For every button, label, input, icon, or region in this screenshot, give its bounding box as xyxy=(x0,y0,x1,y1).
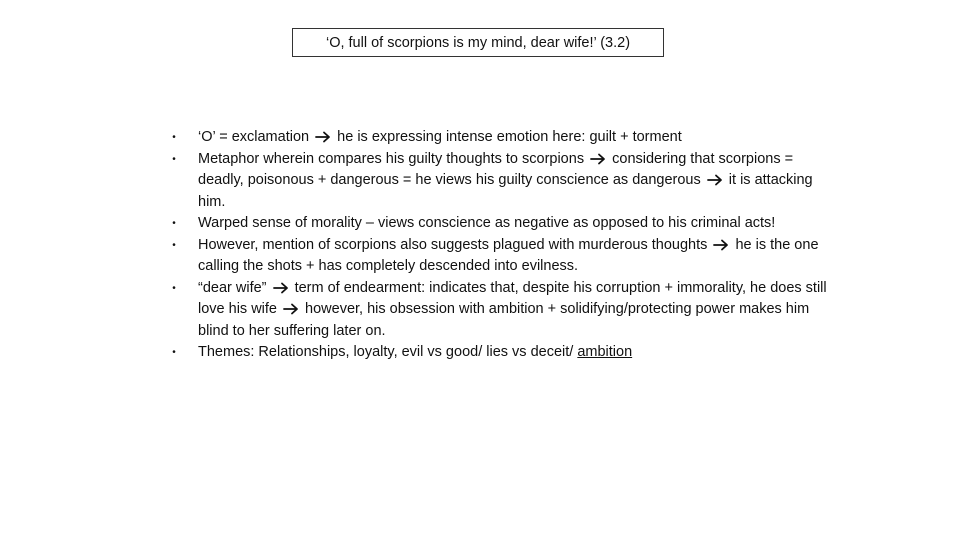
bullet-item xyxy=(168,127,828,149)
bullet-item xyxy=(168,213,828,235)
bullet-text: Metaphor wherein compares his guilty thoughts to scorpions xyxy=(198,150,585,167)
bullet-text: “dear wife” xyxy=(198,279,267,296)
bullet-dot: • xyxy=(172,282,176,294)
bullet-text: However, mention of scorpions also suggests plagued with murderous thoughts xyxy=(198,236,708,253)
bullet-text: Themes: Relationships, loyalty, evil vs good/ lies vs deceit/ xyxy=(198,344,574,360)
bullet-text: term of endearment: indicates that, despite his corruption + immorality, he does still love his wife xyxy=(198,279,827,317)
bullet-item xyxy=(168,278,828,343)
bullet-text: considering that scorpions = deadly, poisonous + dangerous = he views his guilty conscience as dangerous xyxy=(198,150,794,188)
underlined-word: ambition xyxy=(577,344,633,360)
bullet-dot: • xyxy=(172,218,176,229)
right-arrow-icon xyxy=(283,303,299,315)
bullet-dot: • xyxy=(172,132,176,143)
right-arrow-icon xyxy=(273,282,289,294)
bullet-dot: • xyxy=(172,347,176,358)
bullet-text: it is attacking him. xyxy=(198,172,813,210)
bullet-dot: • xyxy=(172,153,176,165)
right-arrow-icon xyxy=(315,131,331,143)
right-arrow-icon xyxy=(590,153,606,165)
bullet-text: ‘O’ = exclamation xyxy=(198,129,310,145)
right-arrow-icon xyxy=(707,174,723,186)
bullet-text: he is the one calling the shots + has completely descended into evilness. xyxy=(198,236,819,274)
bullet-list xyxy=(168,127,828,364)
bullet-item xyxy=(168,149,828,214)
quote-box xyxy=(292,28,664,57)
right-arrow-icon xyxy=(713,239,729,251)
bullet-dot: • xyxy=(172,239,176,251)
bullet-item xyxy=(168,235,828,278)
bullet-text: however, his obsession with ambition + solidifying/protecting power makes him blind to her suffering later on. xyxy=(198,301,810,339)
bullet-text: he is expressing intense emotion here: guilt + torment xyxy=(337,129,682,145)
bullet-text: Warped sense of morality – views conscience as negative as opposed to his criminal acts! xyxy=(198,215,776,231)
bullet-item xyxy=(168,342,828,364)
quote-text: ‘O, full of scorpions is my mind, dear wife!’ (3.2) xyxy=(325,34,631,51)
